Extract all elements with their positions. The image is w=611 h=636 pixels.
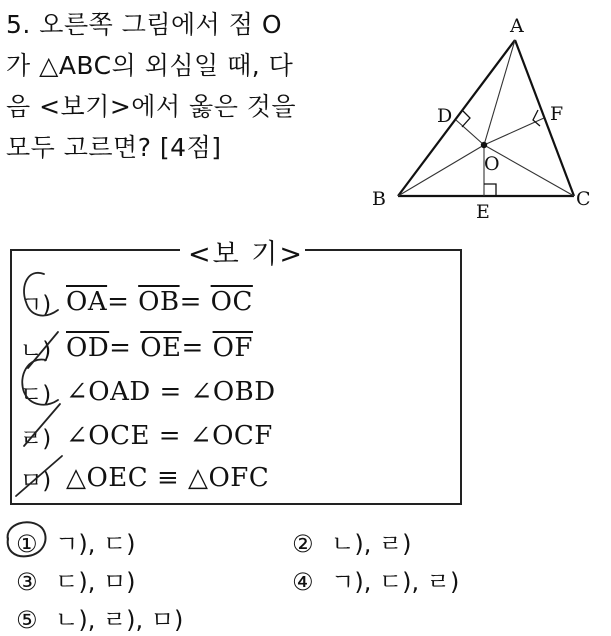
triangle-figure (360, 12, 600, 222)
right-angle-e (484, 184, 496, 196)
choice-2[interactable] (292, 524, 412, 559)
bogi-item-5 (20, 456, 269, 500)
choice-5[interactable] (16, 600, 183, 635)
choice-number: ① (16, 530, 38, 558)
right-angle-d (462, 111, 470, 127)
choice-text: ㄴ), ㄹ), ㅁ) (55, 606, 184, 634)
item-expression: $\overline{OA}= \overline{OB}= \overline{OC}$ (66, 287, 253, 317)
bogi-item-1 (20, 280, 253, 324)
question-text (6, 4, 336, 168)
bogi-item-3 (20, 370, 276, 414)
label-d: D (437, 105, 453, 127)
segment-ob (398, 145, 484, 196)
bogi-title: <보 기> (188, 239, 304, 270)
item-mark: ㄱ) (20, 291, 52, 318)
choice-text: ㄴ), ㄹ) (331, 530, 412, 558)
choice-text: ㄱ), ㄷ) (55, 530, 136, 558)
item-mark: ㄹ) (20, 425, 52, 452)
segment-oa (484, 40, 515, 145)
item-expression: ∠OCE = ∠OCF (66, 421, 273, 451)
side-ac (515, 40, 574, 196)
right-angle-f (533, 110, 540, 126)
choice-1[interactable] (16, 524, 136, 559)
segment-od (456, 120, 484, 145)
label-o: O (484, 153, 500, 175)
item-mark: ㄴ) (20, 337, 52, 364)
choice-number: ⑤ (16, 606, 38, 634)
item-mark: ㄷ) (20, 381, 52, 408)
choice-number: ④ (292, 568, 314, 596)
choice-number: ③ (16, 568, 38, 596)
question-line: 음 <보기>에서 옳은 것을 (6, 92, 297, 121)
item-expression: ∠OAD = ∠OBD (66, 377, 276, 407)
question-line: 5. 오른쪽 그림에서 점 O (6, 10, 283, 39)
choice-text: ㄷ), ㅁ) (55, 568, 136, 596)
choice-3[interactable] (16, 562, 136, 597)
question-line: 가 △ABC의 외심일 때, 다 (6, 51, 294, 80)
choice-number: ② (292, 530, 314, 558)
label-a: A (510, 15, 524, 37)
question-line: 모두 고르면? [4점] (6, 133, 222, 162)
bogi-item-4 (20, 414, 273, 458)
choice-text: ㄱ), ㄷ), ㄹ) (331, 568, 460, 596)
label-c: C (576, 188, 591, 210)
item-mark: ㅁ) (20, 467, 52, 494)
choice-4[interactable] (292, 562, 459, 597)
item-expression: $\overline{OD}= \overline{OE}= \overline{OF}$ (66, 333, 253, 363)
bogi-item-2 (20, 326, 253, 370)
label-e: E (476, 201, 490, 222)
label-b: B (372, 188, 386, 210)
label-f: F (550, 103, 564, 125)
point-o (481, 142, 487, 148)
item-expression: △OEC ≡ △OFC (66, 463, 270, 493)
